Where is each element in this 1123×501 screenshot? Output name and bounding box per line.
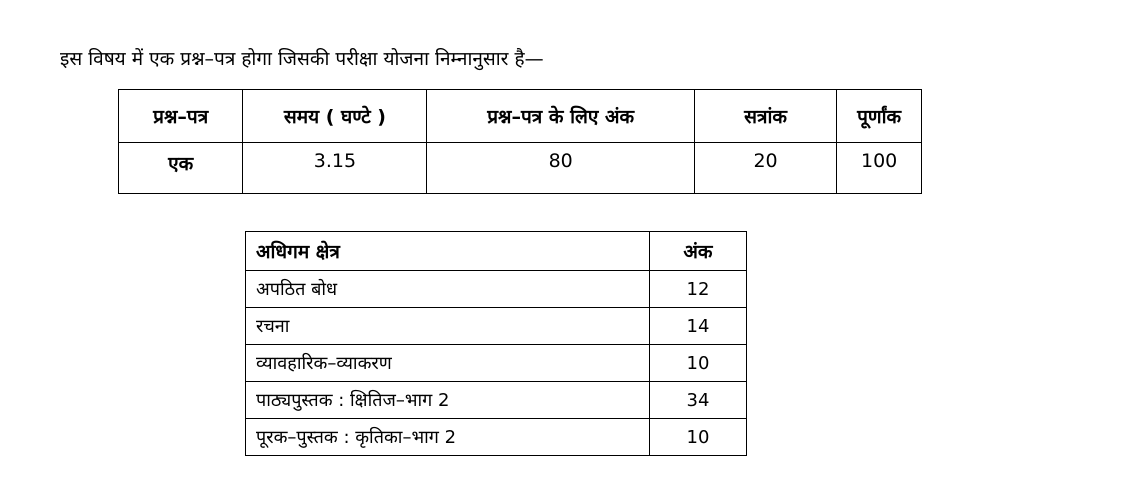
- cell-time: 3.15: [243, 143, 427, 194]
- cell-sessional: 20: [694, 143, 836, 194]
- table-header-row: [119, 90, 922, 143]
- exam-scheme-table: [118, 89, 922, 194]
- cell-total: 100: [837, 143, 922, 194]
- header-total: पूर्णांक: [837, 90, 922, 143]
- learning-areas-table: [245, 231, 747, 456]
- table-row: [246, 308, 747, 345]
- cell-area: अपठित बोध: [246, 271, 650, 308]
- header-sessional: सत्रांक: [694, 90, 836, 143]
- intro-text: इस विषय में एक प्रश्न–पत्र होगा जिसकी परीक्षा योजना निम्नानुसार है—: [60, 48, 544, 70]
- header-learning-area: अधिगम क्षेत्र: [246, 232, 650, 271]
- table-row: [246, 271, 747, 308]
- table-row: [246, 382, 747, 419]
- cell-area: पाठ्यपुस्तक : क्षितिज–भाग 2: [246, 382, 650, 419]
- header-marks: अंक: [649, 232, 746, 271]
- cell-marks: 10: [649, 345, 746, 382]
- cell-marks: 14: [649, 308, 746, 345]
- header-paper-marks: प्रश्न–पत्र के लिए अंक: [427, 90, 694, 143]
- header-time: समय ( घण्टे ): [243, 90, 427, 143]
- cell-area: पूरक–पुस्तक : कृतिका–भाग 2: [246, 419, 650, 456]
- cell-area: व्यावहारिक–व्याकरण: [246, 345, 650, 382]
- table-row: [119, 143, 922, 194]
- cell-marks: 12: [649, 271, 746, 308]
- table-row: [246, 345, 747, 382]
- cell-marks: 10: [649, 419, 746, 456]
- header-paper: प्रश्न–पत्र: [119, 90, 243, 143]
- cell-paper-marks: 80: [427, 143, 694, 194]
- cell-marks: 34: [649, 382, 746, 419]
- table-header-row: [246, 232, 747, 271]
- cell-paper: एक: [119, 143, 243, 194]
- cell-area: रचना: [246, 308, 650, 345]
- table-row: [246, 419, 747, 456]
